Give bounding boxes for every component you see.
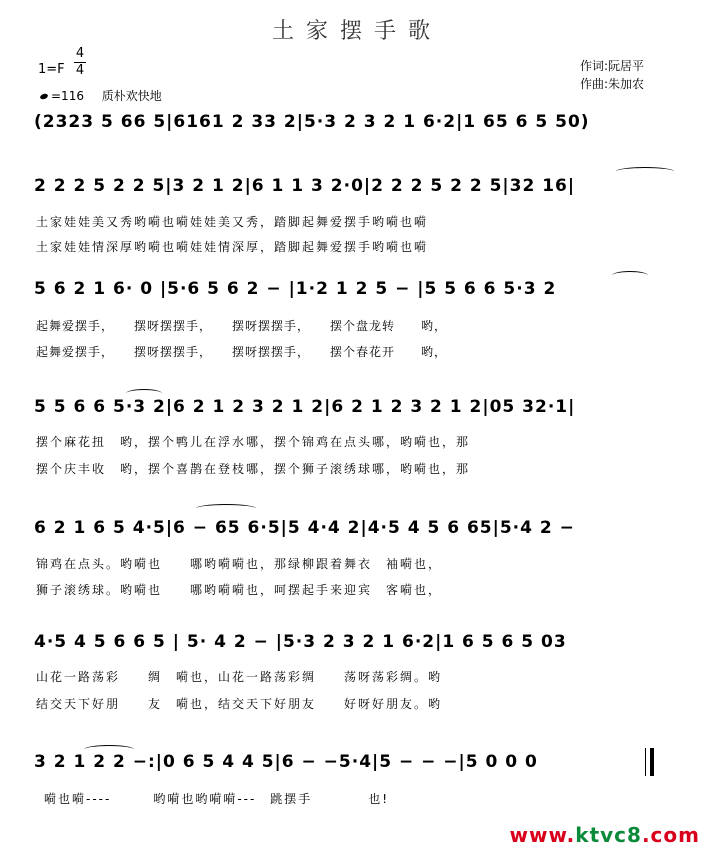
lyric-line-2-verse-2: 土家娃娃情深厚哟嗬也嗬娃娃情深厚，踏脚起舞爱摆手哟嗬也嗬: [36, 240, 429, 254]
composer-credit: 作曲:朱加农: [580, 77, 645, 91]
final-barline: [650, 748, 654, 776]
slur-mark: [84, 745, 134, 754]
expression-marking: 质朴欢快地: [101, 89, 162, 103]
key-signature: 1=F: [38, 62, 65, 77]
notation-line-6: 4·5 4 5 6 6 5 | 5· 4 2 − |5·3 2 3 2 1 6·2|1 6 5 6 5 03: [34, 632, 567, 652]
watermark-suffix: .com: [641, 823, 700, 847]
tempo-value: =116: [51, 89, 84, 103]
lyric-line-6-verse-1: 山花一路荡彩 绸 嗬也，山花一路荡彩绸 荡呀荡彩绸。哟: [36, 670, 443, 684]
notation-line-2: 2 2 2 5 2 2 5|3 2 1 2|6 1 1 3 2·0|2 2 2 5 2 2 5|32 16|: [34, 176, 576, 196]
lyric-line-5-verse-2: 狮子滚绣球。哟嗬也 哪哟嗬嗬也，呵摆起手来迎宾 客嗬也，: [36, 583, 443, 597]
final-thin-barline: [645, 748, 646, 776]
site-watermark: [510, 823, 700, 847]
notation-line-5: 6 2 1 6 5 4·5|6 − 65 6·5|5 4·4 2|4·5 4 5 6 65|5·4 2 −: [34, 518, 575, 538]
slur-mark: [612, 271, 648, 280]
lyric-line-7-verse-1: 嗬也嗬---- 哟嗬也哟嗬嗬--- 跳摆手 也!: [44, 792, 390, 806]
notation-line-4: 5 5 6 6 5·3 2|6 2 1 2 3 2 1 2|6 2 1 2 3 2 1 2|05 32·1|: [34, 397, 576, 417]
half-note-icon: [39, 93, 48, 100]
lyricist-credit: 作词:阮居平: [580, 59, 645, 73]
watermark-prefix: www.: [509, 823, 576, 847]
slur-mark: [616, 167, 674, 176]
notation-line-7: 3 2 1 2 2 −:|0 6 5 4 4 5|6 − −5·4|5 − − −|5 0 0 0: [34, 752, 538, 772]
notation-line-1: (2323 5 66 5|6161 2 33 2|5·3 2 3 2 1 6·2|1 65 6 5 50): [34, 112, 590, 132]
lyric-line-6-verse-2: 结交天下好朋 友 嗬也，结交天下好朋友 好呀好朋友。哟: [36, 697, 443, 711]
lyric-line-2-verse-1: 土家娃娃美又秀哟嗬也嗬娃娃美又秀，踏脚起舞爱摆手哟嗬也嗬: [36, 215, 429, 229]
notation-line-3: 5 6 2 1 6· 0 |5·6 5 6 2 − |1·2 1 2 5 − |5 5 6 6 5·3 2: [34, 279, 557, 299]
lyric-line-4-verse-2: 摆个庆丰收 哟，摆个喜鹊在登枝哪，摆个狮子滚绣球哪，哟嗬也，那: [36, 462, 471, 476]
lyric-line-4-verse-1: 摆个麻花扭 哟，摆个鸭儿在浮水哪，摆个锦鸡在点头哪，哟嗬也，那: [36, 435, 471, 449]
slur-mark: [196, 504, 256, 513]
lyric-line-3-verse-2: 起舞爱摆手， 摆呀摆摆手， 摆呀摆摆手， 摆个春花开 哟，: [36, 345, 448, 359]
lyric-line-5-verse-1: 锦鸡在点头。哟嗬也 哪哟嗬嗬也，那绿柳跟着舞衣 袖嗬也，: [36, 557, 443, 571]
watermark-middle: ktvc8: [575, 823, 642, 847]
lyric-line-3-verse-1: 起舞爱摆手， 摆呀摆摆手， 摆呀摆摆手， 摆个盘龙转 哟，: [36, 319, 448, 333]
time-signature-bottom: 4: [75, 63, 85, 78]
time-signature: [74, 46, 86, 79]
song-title: 土家摆手歌: [271, 19, 442, 44]
time-signature-top: 4: [75, 46, 85, 61]
slur-mark: [126, 389, 162, 398]
tempo-marking: [40, 87, 162, 104]
